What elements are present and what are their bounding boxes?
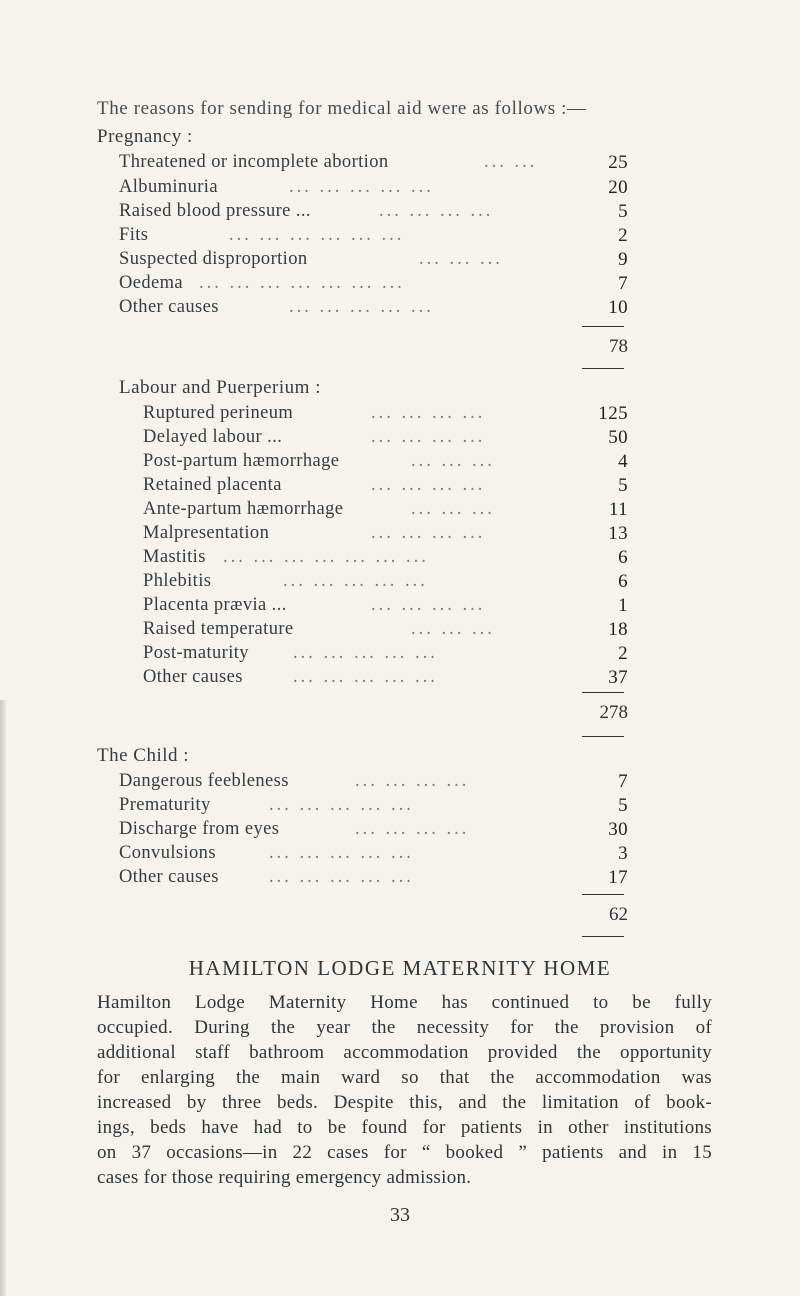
paragraph-line: Hamilton Lodge Maternity Home has continued to be fully <box>97 992 712 1013</box>
subtotal-rule <box>582 326 624 327</box>
paragraph-line: occupied. During the year the necessity for the provision of <box>97 1017 712 1038</box>
row-value: 20 <box>608 177 628 198</box>
row-label: Prematurity <box>119 795 211 815</box>
row-value: 9 <box>618 249 628 270</box>
row-value: 17 <box>608 867 628 888</box>
table-row <box>119 249 629 273</box>
table-row <box>119 201 629 225</box>
table-row <box>119 795 629 819</box>
row-value: 13 <box>608 523 628 544</box>
table-row <box>143 667 633 691</box>
row-value: 6 <box>618 571 628 592</box>
table-row <box>119 819 629 843</box>
table-row <box>143 523 633 547</box>
row-label: Other causes <box>119 297 219 317</box>
leader-dots: ... ... ... ... <box>371 595 486 615</box>
row-value: 37 <box>608 667 628 688</box>
leader-dots: ... ... ... ... <box>371 403 486 423</box>
leader-dots: ... ... ... ... ... ... <box>229 225 405 245</box>
table-row <box>119 867 629 891</box>
row-value: 10 <box>608 297 628 318</box>
paragraph-line: cases for those requiring emergency admission. <box>97 1167 472 1188</box>
table-row <box>143 475 633 499</box>
leader-dots: ... ... ... ... <box>371 427 486 447</box>
paragraph-line: increased by three beds. Despite this, and the limitation of book- <box>97 1092 712 1113</box>
row-label: Ante-partum hæmorrhage <box>143 499 344 519</box>
section-total: 278 <box>599 702 628 723</box>
table-row <box>143 595 633 619</box>
row-value: 5 <box>618 795 628 816</box>
body-paragraph <box>97 990 712 1190</box>
paragraph-line: on 37 occasions—in 22 cases for “ booked ” patients and in 15 <box>97 1142 712 1163</box>
row-label: Delayed labour ... <box>143 427 283 447</box>
row-value: 25 <box>608 152 628 173</box>
leader-dots: ... ... ... ... ... ... ... <box>199 273 405 293</box>
leader-dots: ... ... ... ... ... <box>283 571 428 591</box>
table-row <box>119 177 629 201</box>
paragraph-line: ings, beds have had to be found for patients in other institutions <box>97 1117 712 1138</box>
leader-dots: ... ... <box>484 152 538 172</box>
row-value: 6 <box>618 547 628 568</box>
table-row <box>119 843 629 867</box>
total-rule <box>582 736 624 737</box>
leader-dots: ... ... ... ... ... <box>269 795 414 815</box>
row-value: 30 <box>608 819 628 840</box>
table-row <box>143 451 633 475</box>
section-total: 78 <box>609 336 628 357</box>
table-row <box>143 403 633 427</box>
row-label: Raised temperature <box>143 619 294 639</box>
row-label: Ruptured perineum <box>143 403 294 423</box>
table-row <box>119 771 629 795</box>
row-value: 11 <box>608 499 628 520</box>
table-row <box>143 547 633 571</box>
leader-dots: ... ... ... ... <box>371 523 486 543</box>
page-number: 33 <box>390 1204 410 1226</box>
row-value: 4 <box>618 451 628 472</box>
table-row <box>119 225 629 249</box>
row-value: 5 <box>618 201 628 222</box>
subtotal-rule <box>582 692 624 693</box>
table-row <box>143 499 633 523</box>
row-value: 18 <box>608 619 628 640</box>
row-label: Post-partum hæmorrhage <box>143 451 340 471</box>
leader-dots: ... ... ... ... ... <box>293 667 438 687</box>
paragraph-line: additional staff bathroom accommodation provided the opportunity <box>97 1042 712 1063</box>
leader-dots: ... ... ... ... ... <box>269 867 414 887</box>
row-label: Albuminuria <box>119 177 218 197</box>
leader-dots: ... ... ... <box>419 249 503 269</box>
section-title-labour: Labour and Puerperium : <box>119 377 321 398</box>
section-title-pregnancy: Pregnancy : <box>97 126 193 147</box>
section-total: 62 <box>609 904 628 925</box>
row-label: Discharge from eyes <box>119 819 280 839</box>
row-label: Placenta prævia ... <box>143 595 287 615</box>
section-heading: HAMILTON LODGE MATERNITY HOME <box>188 956 612 980</box>
table-row <box>143 619 633 643</box>
row-value: 1 <box>618 595 628 616</box>
paragraph-line: for enlarging the main ward so that the accommodation was <box>97 1067 712 1088</box>
leader-dots: ... ... ... ... ... <box>293 643 438 663</box>
total-rule <box>582 368 624 369</box>
table-row <box>119 297 629 321</box>
intro-text: The reasons for sending for medical aid were as follows :— <box>97 98 587 119</box>
table-row <box>119 152 629 176</box>
row-label: Convulsions <box>119 843 216 863</box>
row-label: Malpresentation <box>143 523 270 543</box>
leader-dots: ... ... ... ... <box>355 771 470 791</box>
leader-dots: ... ... ... ... <box>355 819 470 839</box>
leader-dots: ... ... ... ... ... <box>269 843 414 863</box>
row-value: 7 <box>618 771 628 792</box>
row-value: 3 <box>618 843 628 864</box>
row-value: 2 <box>618 225 628 246</box>
row-label: Other causes <box>119 867 219 887</box>
row-label: Raised blood pressure ... <box>119 201 311 221</box>
row-label: Fits <box>119 225 149 245</box>
row-value: 5 <box>618 475 628 496</box>
row-label: Threatened or incomplete abortion <box>119 152 389 172</box>
row-label: Mastitis <box>143 547 206 567</box>
row-label: Phlebitis <box>143 571 212 591</box>
row-value: 50 <box>608 427 628 448</box>
total-rule <box>582 936 624 937</box>
leader-dots: ... ... ... <box>411 499 495 519</box>
leader-dots: ... ... ... ... <box>371 475 486 495</box>
table-row <box>143 571 633 595</box>
section-title-child: The Child : <box>97 745 190 766</box>
leader-dots: ... ... ... ... ... ... ... <box>223 547 429 567</box>
table-row <box>143 643 633 667</box>
row-label: Oedema <box>119 273 184 293</box>
leader-dots: ... ... ... ... ... <box>289 297 434 317</box>
row-label: Suspected disproportion <box>119 249 308 269</box>
row-label: Dangerous feebleness <box>119 771 289 791</box>
row-value: 125 <box>598 403 628 424</box>
leader-dots: ... ... ... ... ... <box>289 177 434 197</box>
leader-dots: ... ... ... ... <box>379 201 494 221</box>
table-row <box>143 427 633 451</box>
row-label: Retained placenta <box>143 475 282 495</box>
row-label: Other causes <box>143 667 243 687</box>
subtotal-rule <box>582 894 624 895</box>
row-label: Post-maturity <box>143 643 249 663</box>
leader-dots: ... ... ... <box>411 619 495 639</box>
table-row <box>119 273 629 297</box>
row-value: 7 <box>618 273 628 294</box>
row-value: 2 <box>618 643 628 664</box>
leader-dots: ... ... ... <box>411 451 495 471</box>
